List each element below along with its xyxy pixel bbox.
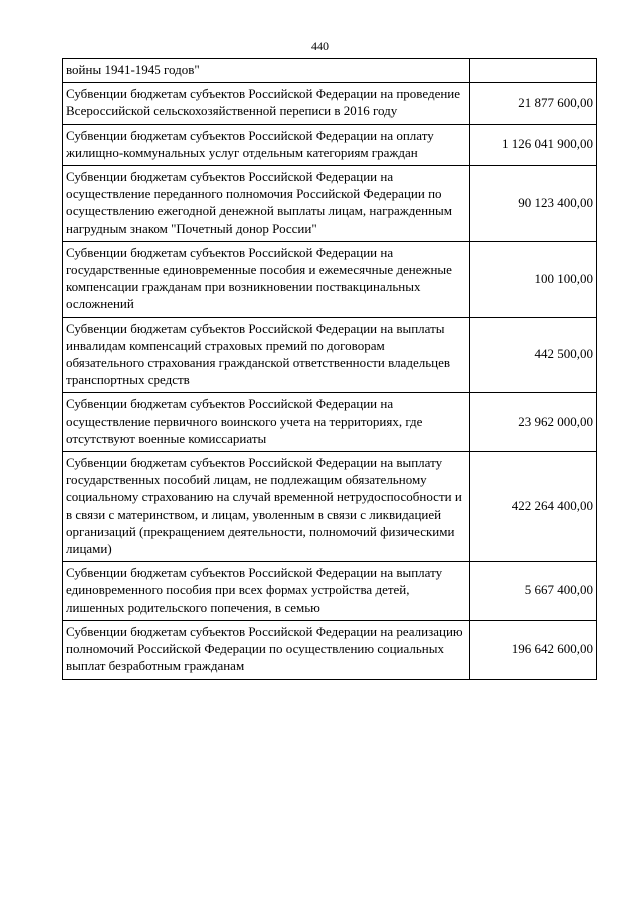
table-row: [63, 562, 597, 621]
table-row: [63, 124, 597, 165]
row-description: Субвенции бюджетам субъектов Российской Федерации на государственные единовременные пособия и ежемесячные денежные компенсации гражданам при возникновении поствакцинальных осложнений: [63, 241, 470, 317]
table-row: [63, 83, 597, 124]
row-description: Субвенции бюджетам субъектов Российской Федерации на осуществление первичного воинского учета на территориях, где отсутствуют военные комиссариаты: [63, 393, 470, 452]
row-amount: 196 642 600,00: [470, 620, 597, 679]
row-description: Субвенции бюджетам субъектов Российской Федерации на выплату единовременного пособия при всех формах устройства детей, лишенных родительского попечения, в семью: [63, 562, 470, 621]
row-amount: 442 500,00: [470, 317, 597, 393]
row-description: войны 1941-1945 годов": [63, 59, 470, 83]
row-amount: 90 123 400,00: [470, 166, 597, 242]
table-row: [63, 241, 597, 317]
table-row: [63, 317, 597, 393]
row-amount: 1 126 041 900,00: [470, 124, 597, 165]
table-row: [63, 166, 597, 242]
row-description: Субвенции бюджетам субъектов Российской Федерации на выплаты инвалидам компенсаций страховых премий по договорам обязательного страхования гражданской ответственности владельцев транспортных средств: [63, 317, 470, 393]
row-amount: 23 962 000,00: [470, 393, 597, 452]
row-amount: 21 877 600,00: [470, 83, 597, 124]
budget-table: [62, 58, 597, 680]
table-row: [63, 452, 597, 562]
row-description: Субвенции бюджетам субъектов Российской Федерации на проведение Всероссийской сельскохозяйственной переписи в 2016 году: [63, 83, 470, 124]
table-row: [63, 393, 597, 452]
table-row: [63, 620, 597, 679]
row-description: Субвенции бюджетам субъектов Российской Федерации на реализацию полномочий Российской Федерации по осуществлению социальных выплат безработным гражданам: [63, 620, 470, 679]
page-number: 440: [311, 39, 329, 53]
row-description: Субвенции бюджетам субъектов Российской Федерации на выплату государственных пособий лицам, не подлежащим обязательному социальному страхованию на случай временной нетрудоспособности и в связи с материнством, и лицам, уволенным в связи с ликвидацией организаций (прекращением деятельности, полномочий физическими лицами): [63, 452, 470, 562]
row-amount: 422 264 400,00: [470, 452, 597, 562]
row-description: Субвенции бюджетам субъектов Российской Федерации на осуществление переданного полномочия Российской Федерации по осуществлению ежегодной денежной выплаты лицам, награжденным нагрудным знаком "Почетный донор России": [63, 166, 470, 242]
table-row: [63, 59, 597, 83]
row-amount: 5 667 400,00: [470, 562, 597, 621]
row-description: Субвенции бюджетам субъектов Российской Федерации на оплату жилищно-коммунальных услуг отдельным категориям граждан: [63, 124, 470, 165]
row-amount: [470, 59, 597, 83]
row-amount: 100 100,00: [470, 241, 597, 317]
